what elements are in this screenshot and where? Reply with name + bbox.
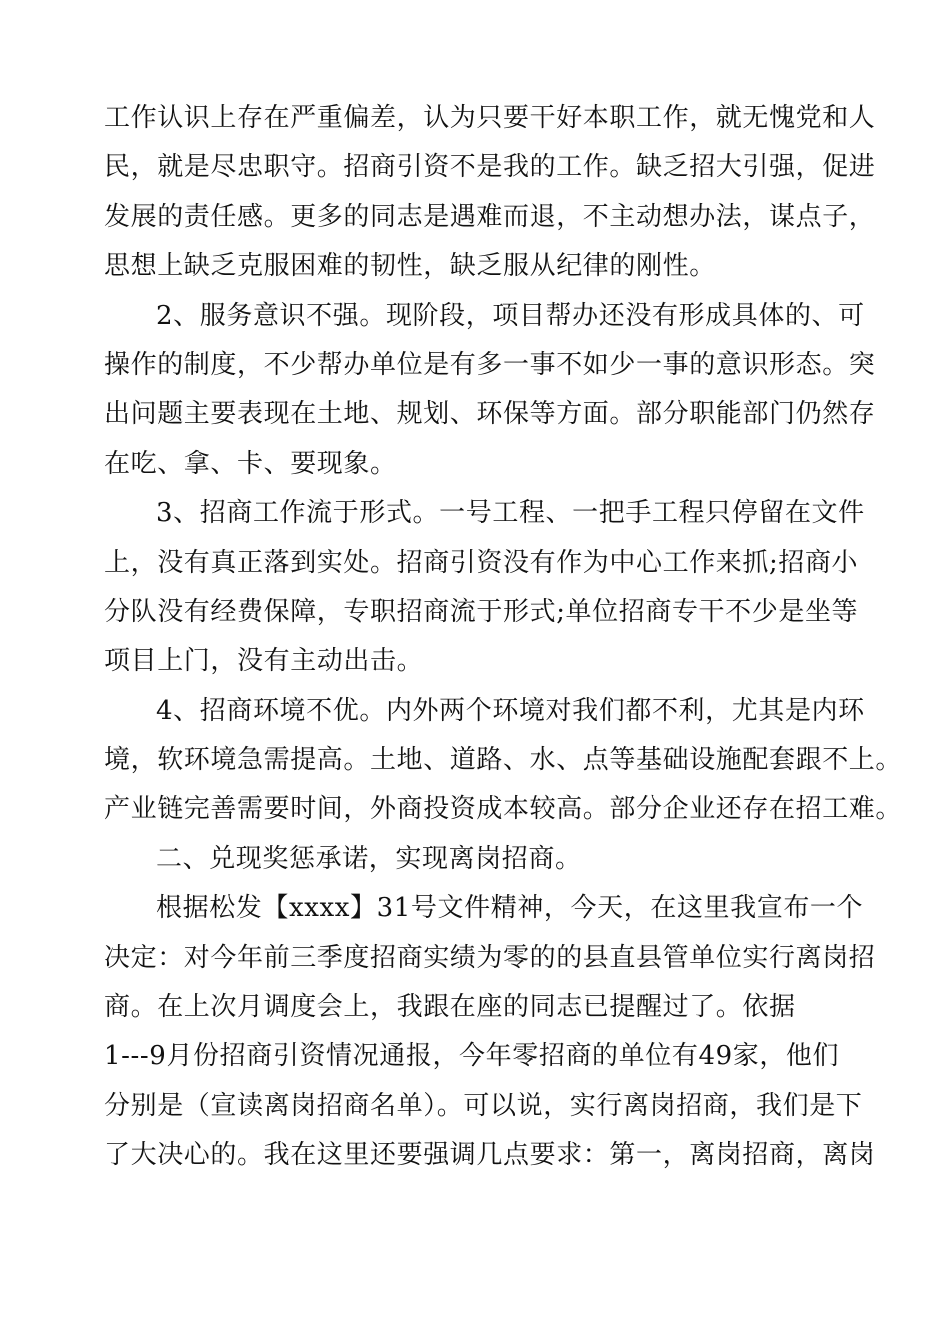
text-line: 发展的责任感。更多的同志是遇难而退，不主动想办法，谋点子，	[104, 201, 876, 232]
section-heading: 二、兑现奖惩承诺，实现离岗招商。	[156, 843, 582, 874]
text-line: 民，就是尽忠职守。招商引资不是我的工作。缺乏招大引强，促进	[104, 152, 876, 183]
text-line: 思想上缺乏克服困难的韧性，缺乏服从纪律的刚性。	[104, 251, 716, 282]
document-body	[104, 94, 903, 1181]
text-line: 在吃、拿、卡、要现象。	[104, 448, 397, 479]
text-line: 产业链完善需要时间，外商投资成本较高。部分企业还存在招工难。	[104, 794, 903, 825]
text-line: 工作认识上存在严重偏差，认为只要干好本职工作，就无愧党和人	[104, 103, 876, 133]
text-line: 了大决心的。我在这里还要强调几点要求：第一，离岗招商，离岗	[104, 1140, 876, 1171]
paragraph-start-line: 4、招商环境不优。内外两个环境对我们都不利，尤其是内环	[156, 695, 865, 726]
text-line: 1---9月份招商引资情况通报，今年零招商的单位有49家，他们	[104, 1041, 840, 1072]
text-line: 境，软环境急需提高。土地、道路、水、点等基础设施配套跟不上。	[104, 745, 903, 776]
text-line: 项目上门，没有主动出击。	[104, 646, 424, 677]
text-line: 分别是（宣读离岗招商名单）。可以说，实行离岗招商，我们是下	[104, 1090, 863, 1121]
paragraph-start-line: 3、招商工作流于形式。一号工程、一把手工程只停留在文件	[156, 498, 865, 529]
text-line: 决定：对今年前三季度招商实绩为零的的县直县管单位实行离岗招	[104, 942, 876, 973]
text-line: 上，没有真正落到实处。招商引资没有作为中心工作来抓;招商小	[104, 547, 859, 578]
text-line: 出问题主要表现在土地、规划、环保等方面。部分职能部门仍然存	[104, 399, 876, 430]
text-line: 分队没有经费保障，专职招商流于形式;单位招商专干不少是坐等	[104, 596, 859, 627]
text-line: 商。在上次月调度会上，我跟在座的同志已提醒过了。依据	[104, 992, 796, 1023]
text-line: 操作的制度，不少帮办单位是有多一事不如少一事的意识形态。突	[104, 349, 876, 380]
paragraph-start-line: 2、服务意识不强。现阶段，项目帮办还没有形成具体的、可	[156, 300, 865, 331]
paragraph-start-line: 根据松发【xxxx】31号文件精神，今天，在这里我宣布一个	[156, 893, 864, 924]
